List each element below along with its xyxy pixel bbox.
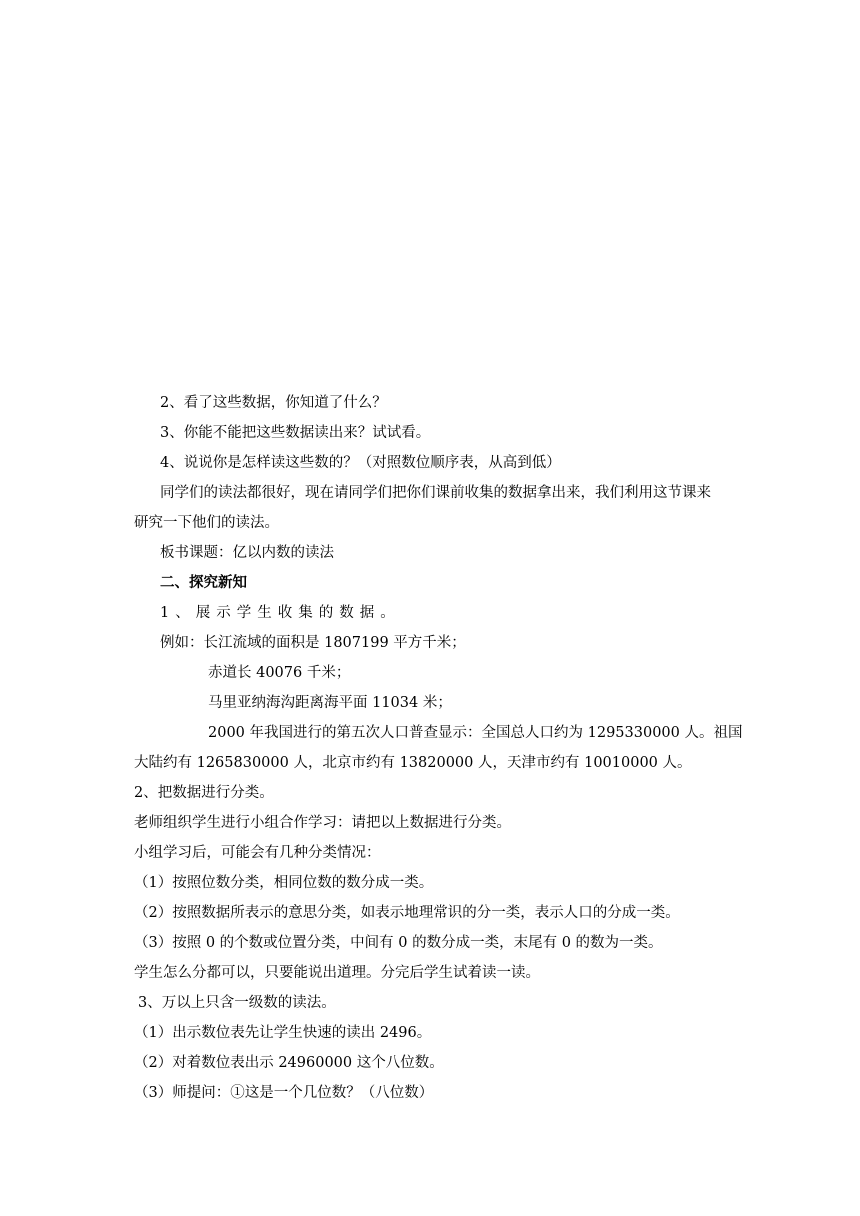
list-item: （2）对着数位表出示 24960000 这个八位数。 bbox=[134, 1055, 444, 1071]
section-heading: 二、探究新知 bbox=[160, 574, 247, 591]
text-line: 老师组织学生进行小组合作学习：请把以上数据进行分类。 bbox=[134, 815, 511, 831]
list-item: （2）按照数据所表示的意思分类，如表示地理常识的分一类，表示人口的分成一类。 bbox=[134, 905, 680, 921]
text-line: 研究一下他们的读法。 bbox=[134, 515, 279, 531]
text-line: 学生怎么分都可以，只要能说出道理。分完后学生试着读一读。 bbox=[134, 965, 540, 981]
text-line: 马里亚纳海沟距离海平面 11034 米； bbox=[208, 695, 452, 711]
text-line: 小组学习后，可能会有几种分类情况： bbox=[134, 845, 381, 861]
list-item: （3）师提问：①这是一个几位数？（八位数） bbox=[134, 1085, 434, 1101]
text-line: 大陆约有 1265830000 人，北京市约有 13820000 人，天津市约有 10010000 人。 bbox=[134, 755, 692, 771]
subsection-heading: 2、把数据进行分类。 bbox=[134, 785, 274, 801]
text-line: 板书课题：亿以内数的读法 bbox=[160, 545, 334, 561]
text-line: 2、看了这些数据，你知道了什么？ bbox=[160, 395, 387, 411]
list-item: （1）按照位数分类，相同位数的数分成一类。 bbox=[134, 875, 434, 891]
text-line: 例如：长江流域的面积是 1807199 平方千米； bbox=[160, 635, 466, 651]
text-line: 同学们的读法都很好，现在请同学们把你们课前收集的数据拿出来，我们利用这节课来 bbox=[160, 485, 711, 501]
list-item: （3）按照 0 的个数或位置分类，中间有 0 的数分成一类，末尾有 0 的数为一类。 bbox=[134, 935, 663, 951]
text-line: 4、说说你是怎样读这些数的？（对照数位顺序表，从高到低） bbox=[160, 455, 561, 471]
text-line: 2000 年我国进行的第五次人口普查显示：全国总人口约为 1295330000 人。祖国 bbox=[208, 725, 743, 741]
subsection-heading: 3、万以上只含一级数的读法。 bbox=[138, 995, 336, 1011]
text-line: 3、你能不能把这些数据读出来？试试看。 bbox=[160, 425, 431, 441]
list-item: （1）出示数位表先让学生快速的读出 2496。 bbox=[134, 1025, 432, 1041]
subsection-heading: 1、展示学生收集的数据。 bbox=[160, 605, 401, 621]
text-line: 赤道长 40076 千米； bbox=[208, 665, 351, 681]
